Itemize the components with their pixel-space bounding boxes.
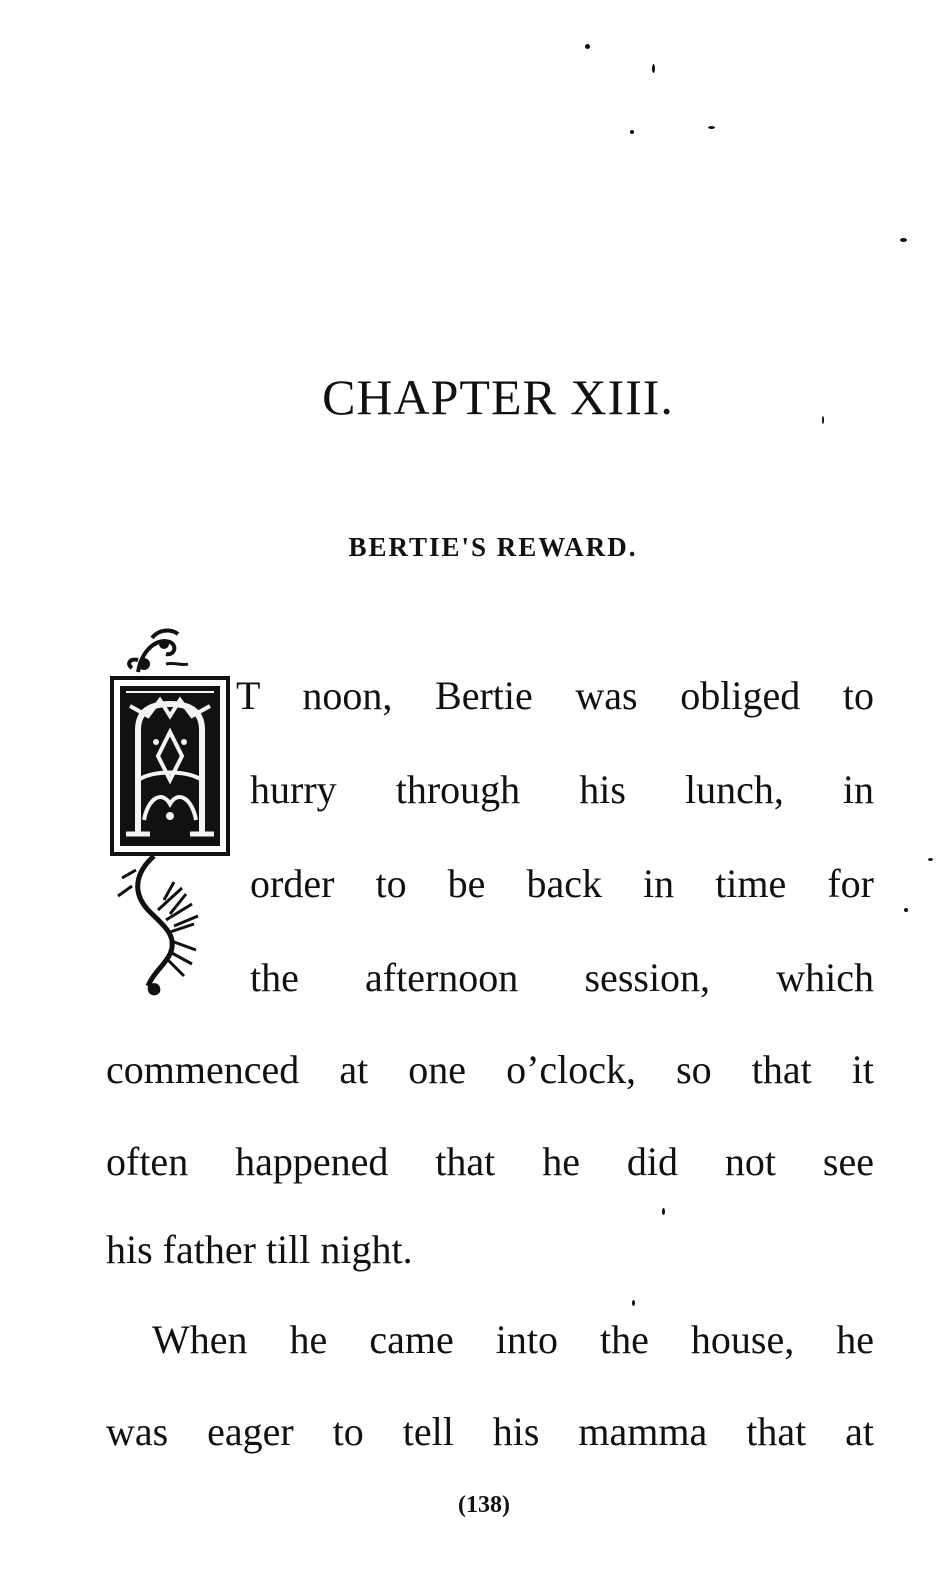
chapter-title: CHAPTER XIII. [322,369,674,425]
print-speck [928,858,933,861]
print-speck [585,44,590,49]
print-speck [662,1208,665,1215]
print-speck [630,130,634,134]
body-text-line: T noon, Bertie was obliged to [236,673,874,718]
ornamental-drop-cap [108,620,232,1000]
body-text-line: often happened that he did not see [106,1139,874,1184]
body-text-line: the afternoon session, which [250,955,874,1000]
page-number: (138) [458,1492,510,1518]
print-speck [708,126,715,129]
print-speck [900,238,907,242]
body-text-line: was eager to tell his mamma that at [106,1409,874,1454]
print-speck [652,64,655,73]
body-text-line: commenced at one o’clock, so that it [106,1047,874,1092]
body-text-line: When he came into the house, he [152,1317,874,1362]
print-speck [632,1300,635,1306]
chapter-subtitle: BERTIE'S REWARD. [348,532,638,562]
print-speck [904,908,908,912]
body-text-line: hurry through his lunch, in [250,767,874,812]
body-text-line: order to be back in time for [250,861,874,906]
body-text-line: his father till night. [106,1227,413,1272]
